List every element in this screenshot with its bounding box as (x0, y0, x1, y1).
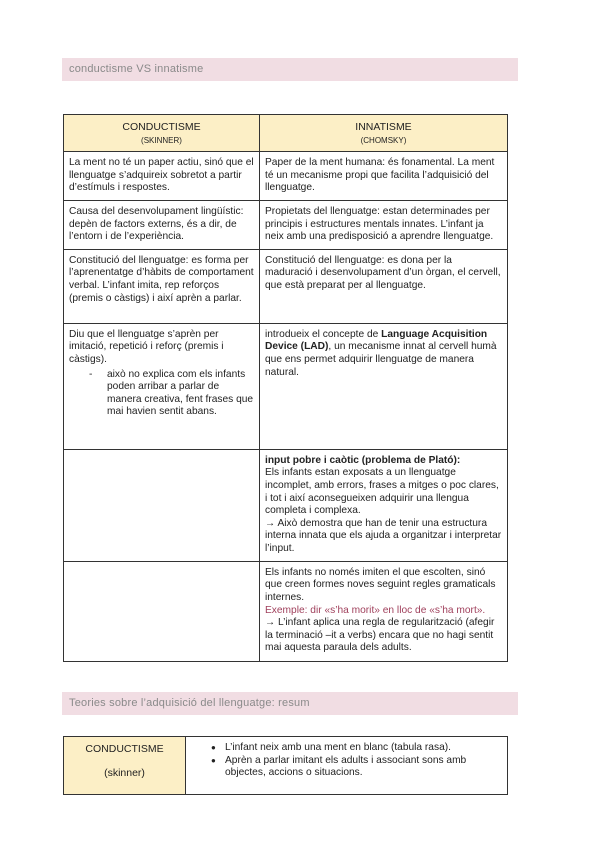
cell-innatisme: Constitució del llenguatge: es dona per la maduració i desenvolupament d’un òrgan, el cervell, que està preparat per al llenguatge. (260, 249, 508, 323)
summary-conductisme-header (64, 737, 186, 795)
cell-innatisme (260, 449, 508, 561)
summary-table (63, 736, 508, 795)
cell-innatisme: Paper de la ment humana: és fonamental. La ment té un mecanisme propi que facilita l’adquisició del llenguatge. (260, 152, 508, 201)
cell-innatisme (260, 323, 508, 449)
summary-bullet-list (191, 742, 502, 780)
summary-points (186, 737, 508, 795)
cell-text: , un mecanisme innat al cervell humà que ens permet adquirir llenguatge de manera natural. (265, 341, 497, 378)
list-item: ● L’infant neix amb una ment en blanc (tabula rasa). (225, 742, 502, 755)
list-item: - això no explica com els infants poden arribar a parlar de manera creativa, fent frases que mai havien sentit abans. (107, 369, 254, 419)
cell-text: Diu que el llenguatge s’aprèn per imitació, repetició i reforç (premis i càstigs). (69, 328, 224, 365)
header-innatisme (260, 115, 508, 152)
header-innatisme-author: (CHOMSKY) (360, 135, 407, 145)
table-row (64, 249, 508, 323)
cell-conductisme: Constitució del llenguatge: es forma per l’aprenentatge d’hàbits de comportament verbal. L’infant imita, rep reforços (premis o càstigs) i així aprèn a parlar. (64, 249, 260, 323)
cell-text: Els infants estan exposats a un llenguatge incomplet, amb errors, frases a mitges o poc clares, i tot i així aconsegueixen adquirir una llengua completa i complexa. (265, 467, 499, 517)
table-row (64, 152, 508, 201)
table-row (64, 200, 508, 249)
cell-text: introdueix el concepte de (265, 328, 382, 340)
header-innatisme-title: INNATISME (355, 121, 412, 133)
plato-problem-heading: input pobre i caòtic (problema de Plató): (265, 454, 461, 466)
comparison-table (63, 114, 508, 662)
dash-list (69, 369, 254, 419)
table-row (64, 323, 508, 449)
cell-conductisme-empty (64, 449, 260, 561)
list-item: ● Aprèn a parlar imitant els adults i associant sons amb objectes, accions o situacions. (225, 755, 502, 780)
header-conductisme-author: (SKINNER) (141, 135, 182, 145)
summary-title: CONDUCTISME (85, 743, 164, 755)
header-conductisme-title: CONDUCTISME (122, 121, 201, 133)
cell-conductisme-empty (64, 561, 260, 661)
example-text: Exemple: dir «s’ha morit» en lloc de «s’ha mort». (265, 604, 486, 616)
summary-author: (skinner) (104, 766, 145, 779)
cell-conductisme (64, 323, 260, 449)
cell-conclusion: → L’infant aplica una regla de regularització (afegir la terminació –it a verbs) encara que no hagi sentit mai aquesta paraula dels adults. (265, 617, 495, 654)
header-conductisme (64, 115, 260, 152)
cell-innatisme (260, 561, 508, 661)
lad-term: Language Acquisition Device (LAD) (265, 328, 488, 353)
section-banner-summary: Teories sobre l’adquisició del llenguatge: resum (62, 692, 518, 715)
cell-innatisme: Propietats del llenguatge: estan determinades per principis i estructures mentals innates. L’infant ja neix amb una predisposició a aprendre llenguatge. (260, 200, 508, 249)
cell-conclusion: → Això demostra que han de tenir una estructura interna innata que els ajuda a organitzar i interpretar l’input. (265, 517, 502, 554)
table-row (64, 561, 508, 661)
cell-conductisme: La ment no té un paper actiu, sinó que el llenguatge s’adquireix sobretot a partir d’estímuls i respostes. (64, 152, 260, 201)
section-banner-comparison: conductisme VS innatisme (62, 58, 518, 81)
cell-text: Els infants no només imiten el que escolten, sinó que creen formes noves seguint regles gramaticals internes. (265, 566, 496, 603)
cell-conductisme: Causa del desenvolupament lingüístic: depèn de factors externs, és a dir, de l’entorn i de l’experiència. (64, 200, 260, 249)
table-row (64, 449, 508, 561)
